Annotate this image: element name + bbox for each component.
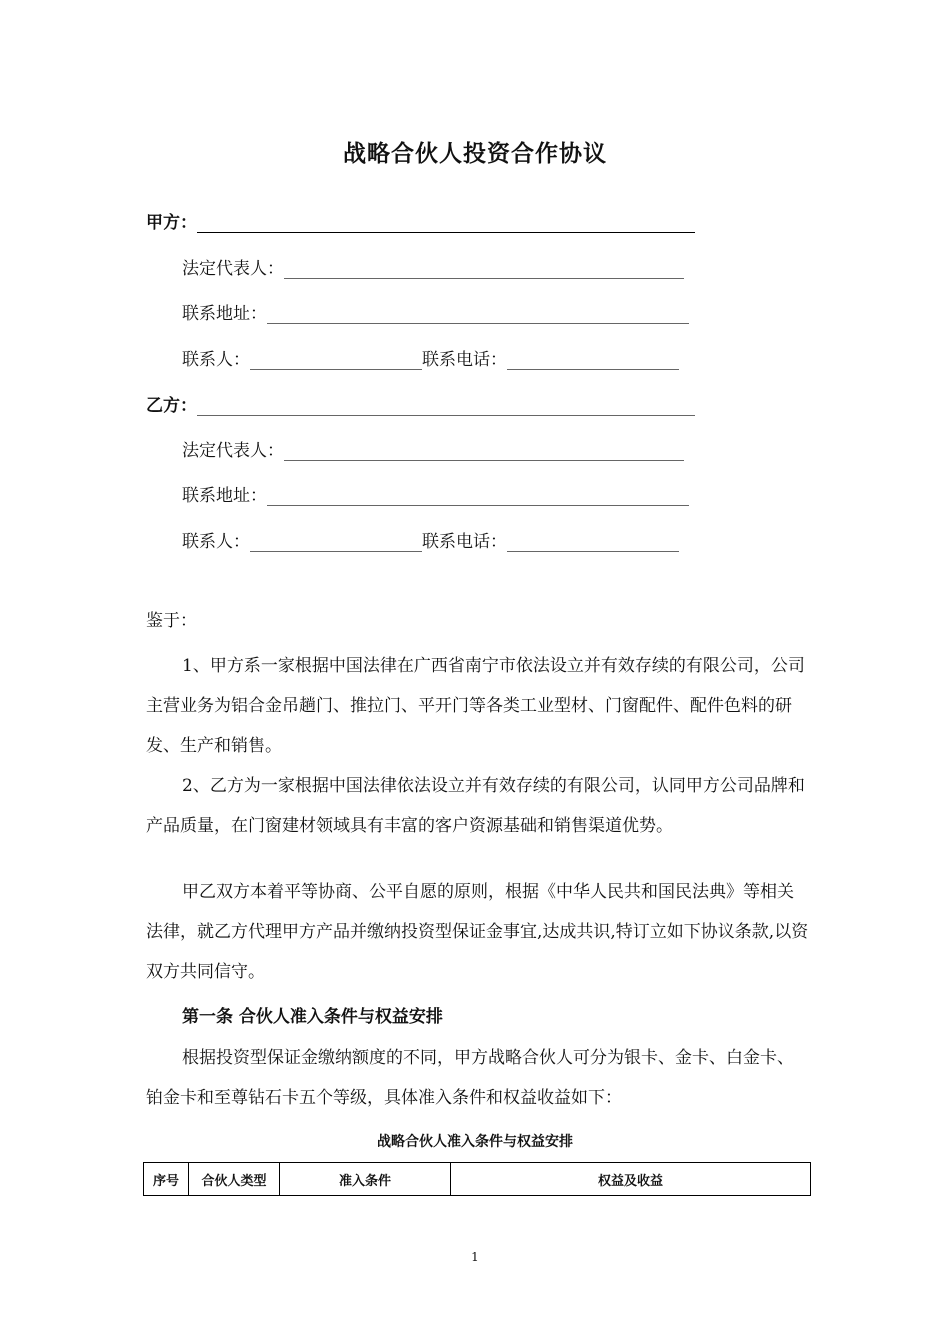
partner-rights-table (143, 1162, 811, 1196)
party-a-contact-row (182, 350, 679, 370)
party-a-contact-label: 联系人： (182, 350, 250, 370)
party-b-phone-field[interactable] (507, 533, 679, 552)
article-1-text: 根据投资型保证金缴纳额度的不同，甲方战略合伙人可分为银卡、金卡、白金卡、铂金卡和至尊钻石卡五个等级，具体准入条件和权益收益如下： (146, 1048, 794, 1108)
party-a-label: 甲方： (146, 213, 197, 233)
party-a-phone-field[interactable] (507, 351, 679, 370)
party-b-name-field[interactable] (197, 397, 695, 416)
party-b-contact-field[interactable] (250, 533, 422, 552)
whereas-clause-2: 2、乙方为一家根据中国法律依法设立并有效存续的有限公司，认同甲方公司品牌和产品质量，在门窗建材领域具有丰富的客户资源基础和销售渠道优势。 (146, 776, 805, 836)
party-a-legal-rep-label: 法定代表人： (182, 259, 284, 279)
party-b-address-row (182, 486, 689, 506)
page-number: 1 (471, 1250, 479, 1264)
party-a-legal-rep-field[interactable] (284, 260, 684, 279)
table-header-partner-type: 合伙人类型 (189, 1163, 280, 1196)
party-b-legal-rep-field[interactable] (284, 442, 684, 461)
party-a-address-row (182, 304, 689, 324)
table-header-rights-returns: 权益及收益 (451, 1163, 811, 1196)
party-b-address-label: 联系地址： (182, 486, 267, 506)
party-b-address-field[interactable] (267, 487, 689, 506)
party-a-phone-label: 联系电话： (422, 350, 507, 370)
party-b-contact-label: 联系人： (182, 532, 250, 552)
party-b-row (146, 396, 695, 416)
whereas-clause-1: 1、甲方系一家根据中国法律在广西省南宁市依法设立并有效存续的有限公司，公司主营业务为铝合金吊趟门、推拉门、平开门等各类工业型材、门窗配件、配件色料的研发、生产和销售。 (146, 656, 805, 756)
party-a-name-field[interactable] (197, 214, 695, 233)
table-header-entry-conditions: 准入条件 (280, 1163, 451, 1196)
article-1-heading: 第一条 合伙人准入条件与权益安排 (182, 1007, 443, 1027)
party-b-legal-rep-label: 法定代表人： (182, 441, 284, 461)
preamble-paragraph: 甲乙双方本着平等协商、公平自愿的原则，根据《中华人民共和国民法典》等相关法律，就乙方代理甲方产品并缴纳投资型保证金事宜,达成共识,特订立如下协议条款,以资双方共同信守。 (146, 882, 809, 982)
party-b-phone-label: 联系电话： (422, 532, 507, 552)
party-b-label: 乙方： (146, 396, 197, 416)
party-a-legal-rep-row (182, 259, 684, 279)
party-a-row (146, 213, 695, 233)
document-title: 战略合伙人投资合作协议 (343, 141, 607, 167)
party-a-contact-field[interactable] (250, 351, 422, 370)
party-b-contact-row (182, 532, 679, 552)
party-a-address-label: 联系地址： (182, 304, 267, 324)
table-caption: 战略合伙人准入条件与权益安排 (377, 1134, 573, 1150)
table-header-row (144, 1163, 811, 1196)
party-b-legal-rep-row (182, 441, 684, 461)
table-header-index: 序号 (144, 1163, 189, 1196)
whereas-label: 鉴于： (146, 611, 197, 631)
party-a-address-field[interactable] (267, 305, 689, 324)
